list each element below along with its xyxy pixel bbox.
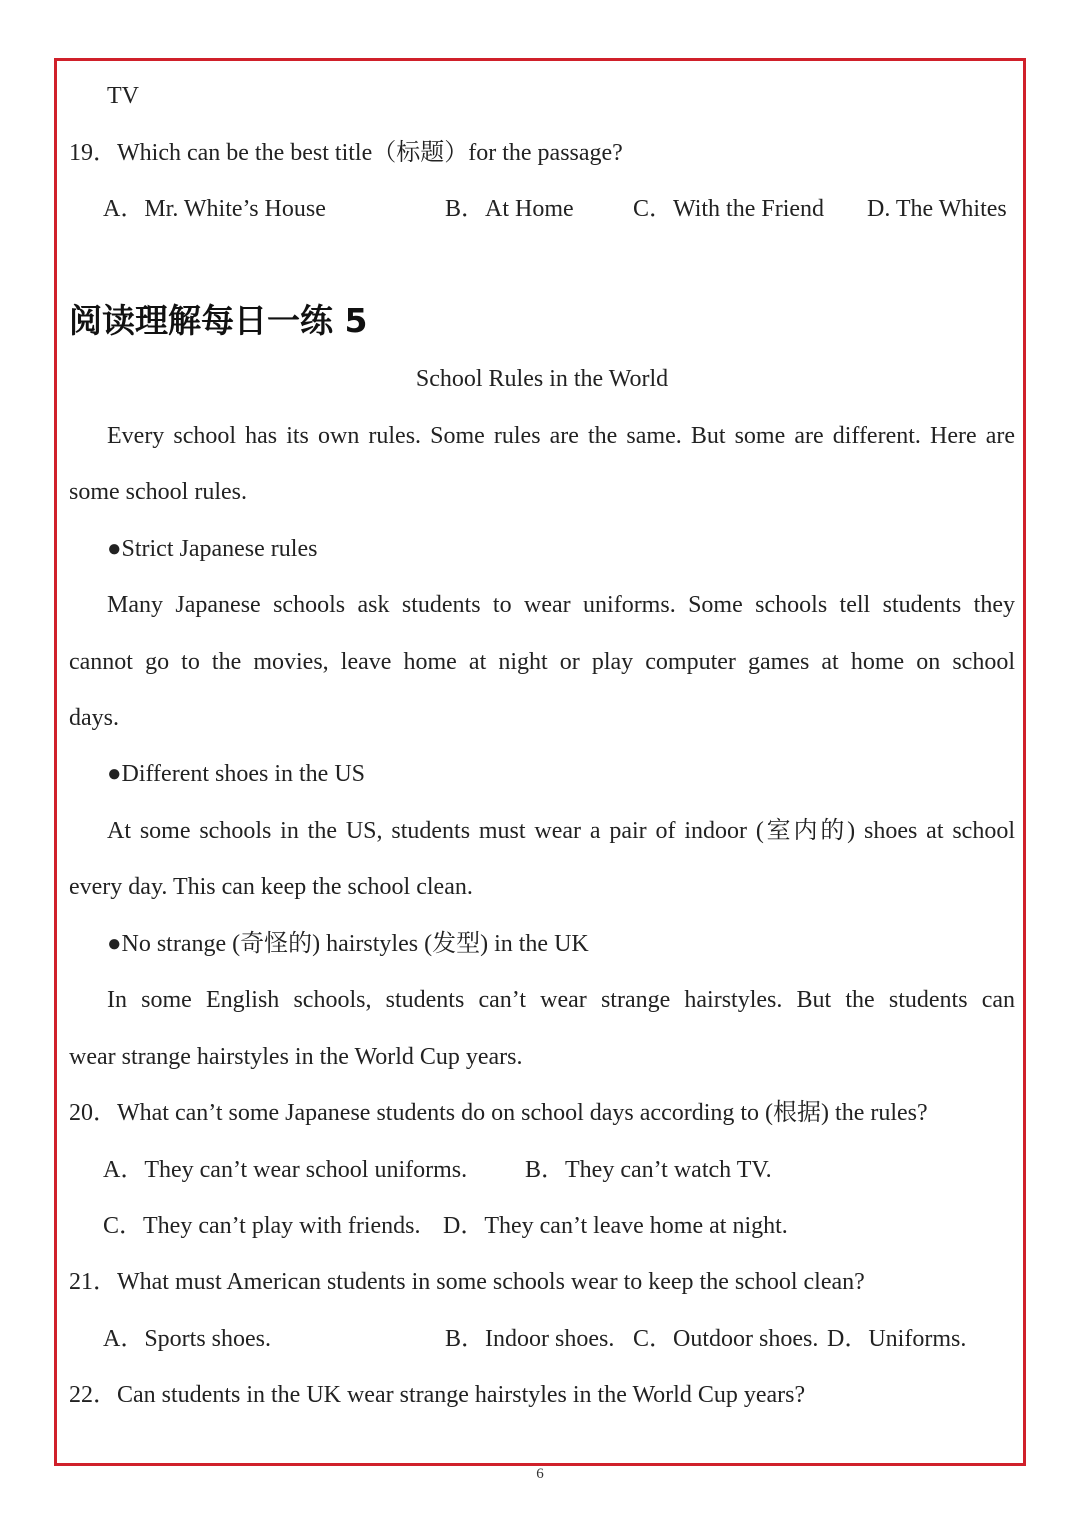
q20-option-c: C．They can’t play with friends. (103, 1213, 421, 1239)
us-rules-heading: ●Different shoes in the US (107, 761, 366, 787)
passage-intro-line-2: some school rules. (69, 479, 247, 505)
q21-option-c: C．Outdoor shoes. (633, 1326, 819, 1352)
q19-option-b: B．At Home (445, 196, 574, 222)
q19-option-a: A．Mr. White’s House (103, 196, 326, 222)
us-rules-line-2: every day. This can keep the school clean. (69, 874, 473, 900)
q21-option-b: B．Indoor shoes. (445, 1326, 615, 1352)
q20-option-d: D．They can’t leave home at night. (443, 1213, 788, 1239)
japan-rules-line-3: days. (69, 705, 119, 731)
question-19: 19．Which can be the best title（标题）for the passage? (69, 140, 623, 166)
passage-title: School Rules in the World (415, 366, 669, 392)
us-rules-line-1: At some schools in the US, students must wear a pair of indoor (室内的) shoes at school (107, 818, 1015, 844)
q20-option-b: B．They can’t watch TV. (525, 1157, 772, 1183)
japan-rules-line-1: Many Japanese schools ask students to wear uniforms. Some schools tell students they (107, 592, 1015, 618)
q21-option-d: D．Uniforms. (827, 1326, 967, 1352)
question-21: 21．What must American students in some schools wear to keep the school clean? (69, 1269, 865, 1295)
japan-rules-line-2: cannot go to the movies, leave home at night or play computer games at home on school (69, 649, 1015, 675)
passage-intro-line-1: Every school has its own rules. Some rules are the same. But some are different. Here are (107, 423, 1015, 449)
page-border-frame (54, 58, 1026, 1466)
japan-rules-heading: ●Strict Japanese rules (107, 536, 318, 562)
question-20: 20．What can’t some Japanese students do on school days according to (根据) the rules? (69, 1100, 928, 1126)
q19-option-c: C．With the Friend (633, 196, 825, 222)
continuation-text: TV (107, 83, 139, 109)
q21-option-a: A．Sports shoes. (103, 1326, 272, 1352)
q20-option-a: A．They can’t wear school uniforms. (103, 1157, 468, 1183)
uk-rules-line-2: wear strange hairstyles in the World Cup years. (69, 1044, 523, 1070)
page-number: 6 (536, 1466, 544, 1482)
question-22: 22．Can students in the UK wear strange hairstyles in the World Cup years? (69, 1382, 806, 1408)
q19-option-d: D. The Whites (867, 196, 1007, 222)
uk-rules-line-1: In some English schools, students can’t wear strange hairstyles. But the students can (107, 987, 1015, 1013)
section-title: 阅读理解每日一练 5 (69, 301, 368, 340)
uk-rules-heading: ●No strange (奇怪的) hairstyles (发型) in the UK (107, 931, 589, 957)
